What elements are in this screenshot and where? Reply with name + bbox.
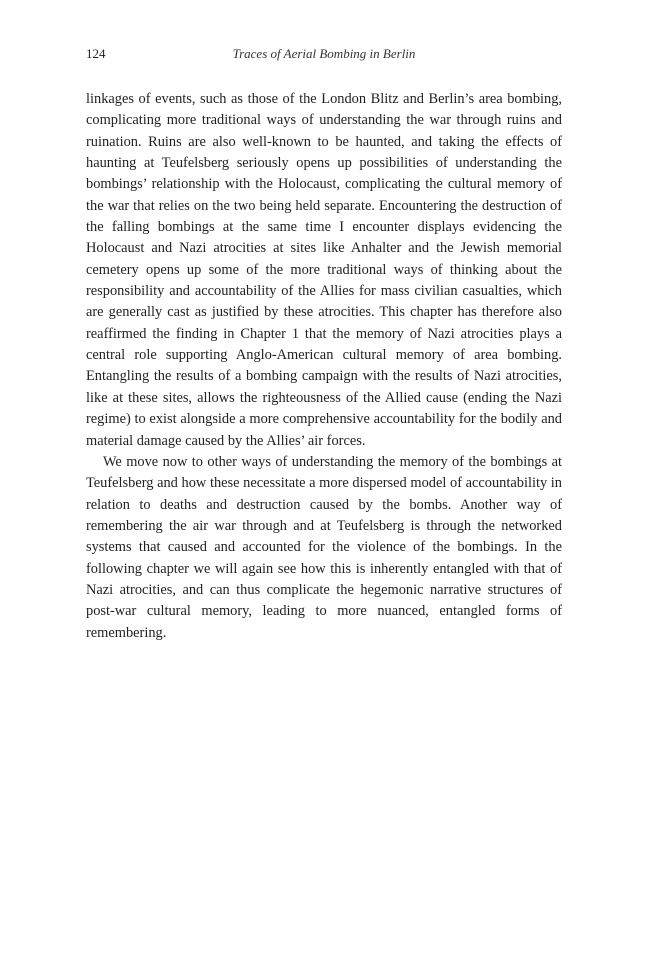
paragraph: We move now to other ways of understanding the memory of the bombings at Teufelsberg and how these necessitate a more dispersed model of accountability in relation to deaths and destruction caused by the bombs. Another way of remembering the air war through and at Teufelsberg is through the networked systems that caused and accounted for the violence of the bombings. In the following chapter we will again see how this is inherently entangled with that of Nazi atrocities, and can thus complicate the hegemonic narrative structures of post-war cultural memory, leading to more nuanced, entangled forms of remembering. — [86, 453, 562, 641]
body-text — [86, 89, 562, 644]
page-number: 124 — [86, 46, 106, 61]
running-title: Traces of Aerial Bombing in Berlin — [232, 46, 416, 61]
running-head — [86, 46, 562, 66]
paragraph-continuation: linkages of events, such as those of the London Blitz and Berlin’s area bombing, complicating more traditional ways of understanding the war through ruins and ruination. Ruins are also well-known to be haunted, and taking the effects of haunting at Teufelsberg seriously opens up possibilities of understanding the bombings’ relationship with the Holocaust, complicating the cultural memory of the war that relies on the two being held separate. Encountering the destruction of the falling bombings at the same time I encounter displays evidencing the Holocaust and Nazi atrocities at sites like Anhalter and the Jewish memorial cemetery opens up some of the more traditional ways of thinking about the responsibility and accountability of the Allies for mass civilian casualties, which are generally cast as justified by these atrocities. This chapter has therefore also reaffirmed the finding in Chapter 1 that the memory of Nazi atrocities plays a central role supporting Anglo-American cultural memory of area bombing. Entangling the results of a bombing campaign with the results of Nazi atrocities, like at these sites, allows the righteousness of the Allied cause (ending the Nazi regime) to exist alongside a more comprehensive accountability for the bodily and material damage caused by the Allies’ air forces. — [86, 91, 562, 449]
